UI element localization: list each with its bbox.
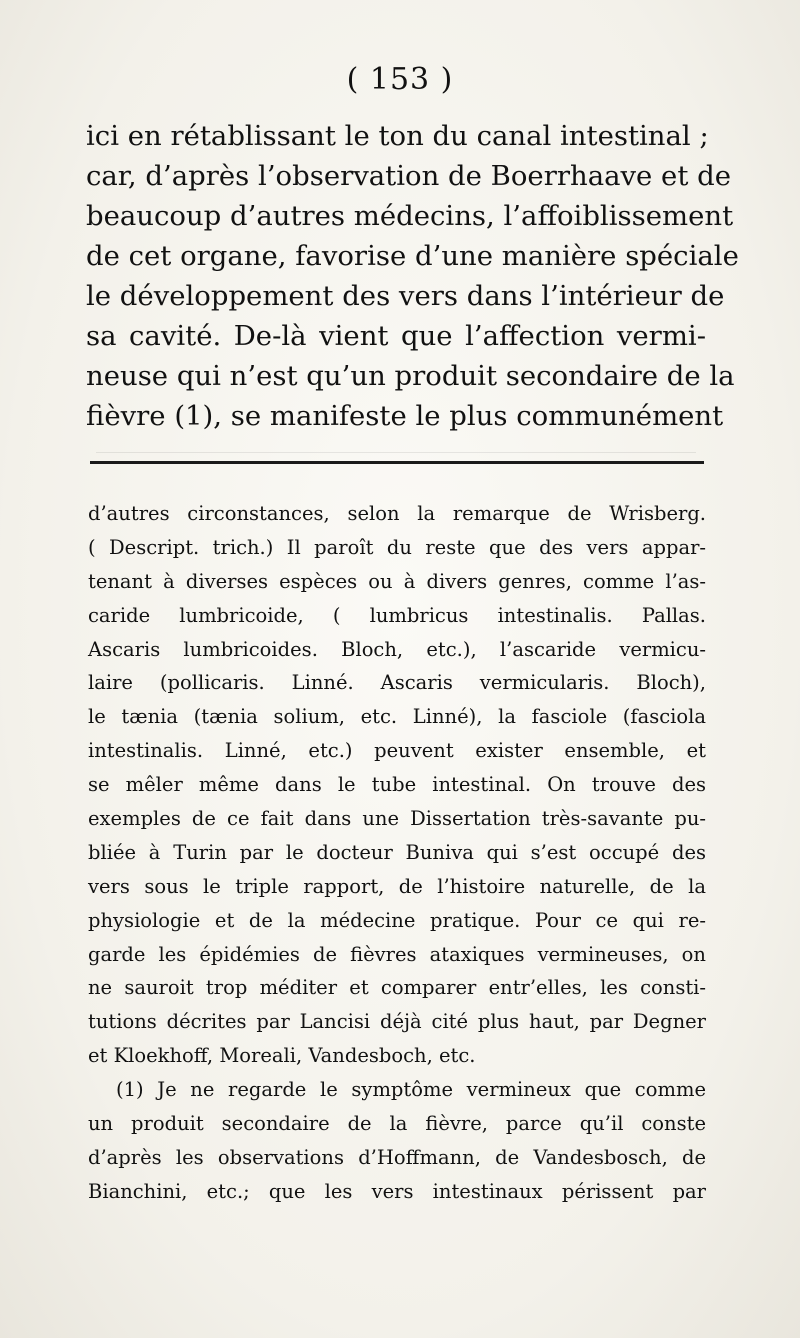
main-text-line: fièvre (1), se manifeste le plus communément — [86, 400, 724, 432]
footnote-line: d’autres circonstances, selon la remarque de Wrisberg. — [88, 502, 706, 525]
footnote-line: Ascaris lumbricoides. Bloch, etc.), l’ascaride vermicu- — [88, 637, 706, 661]
main-text — [86, 116, 739, 436]
footnote-line: un produit secondaire de la fièvre, parce qu’il conste — [88, 1112, 706, 1136]
footnote-line: laire (pollicaris. Linné. Ascaris vermicularis. Bloch), — [88, 671, 706, 695]
main-text-line: sa cavité. De-là vient que l’affection vermi- — [86, 320, 706, 352]
footnote-text — [88, 497, 706, 1209]
main-text-line: car, d’après l’observation de Boerrhaave et de — [86, 160, 731, 192]
footnote-line: ( Descript. trich.) Il paroît du reste que des vers appar- — [88, 535, 706, 559]
footnote-line: Bianchini, etc.; que les vers intestinaux périssent par — [88, 1179, 706, 1203]
main-text-line: neuse qui n’est qu’un produit secondaire de la — [86, 360, 735, 392]
footnote-line: se mêler même dans le tube intestinal. On trouve des — [88, 773, 706, 797]
page-number: ( 153 ) — [346, 62, 454, 97]
footnote-line: exemples de ce fait dans une Dissertation très-savante pu- — [88, 807, 706, 831]
footnote-line: bliée à Turin par le docteur Buniva qui s’est occupé des — [88, 840, 706, 864]
footnote-line: tutions décrites par Lancisi déjà cité plus haut, par Degner — [88, 1010, 706, 1034]
footnote-line: intestinalis. Linné, etc.) peuvent exister ensemble, et — [88, 739, 706, 763]
bleed-through-rule — [96, 452, 696, 453]
footnote-line: ne sauroit trop méditer et comparer entr’elles, les consti- — [88, 976, 706, 1000]
footnote-line: garde les épidémies de fièvres ataxiques vermineuses, on — [88, 942, 706, 966]
footnote-line: vers sous le triple rapport, de l’histoire naturelle, de la — [88, 874, 706, 898]
footnote-line: tenant à diverses espèces ou à divers genres, comme l’as- — [88, 569, 706, 593]
footnote-line: (1) Je ne regarde le symptôme vermineux que comme — [116, 1078, 706, 1102]
main-text-line: beaucoup d’autres médecins, l’affoiblissement — [86, 200, 734, 232]
footnote-line: physiologie et de la médecine pratique. Pour ce qui re- — [88, 908, 706, 932]
footnote-line: caride lumbricoide, ( lumbricus intestinalis. Pallas. — [88, 603, 706, 627]
main-text-line: de cet organe, favorise d’une manière spéciale — [86, 240, 739, 272]
footnote-separator-rule — [90, 461, 704, 464]
main-text-line: ici en rétablissant le ton du canal intestinal ; — [86, 120, 709, 152]
footnote-line: le tænia (tænia solium, etc. Linné), la fasciole (fasciola — [88, 705, 706, 729]
footnote-line: et Kloekhoff, Moreali, Vandesboch, etc. — [88, 1044, 476, 1068]
main-text-line: le développement des vers dans l’intérieur de — [86, 280, 725, 312]
footnote-line: d’après les observations d’Hoffmann, de Vandesbosch, de — [88, 1145, 706, 1169]
